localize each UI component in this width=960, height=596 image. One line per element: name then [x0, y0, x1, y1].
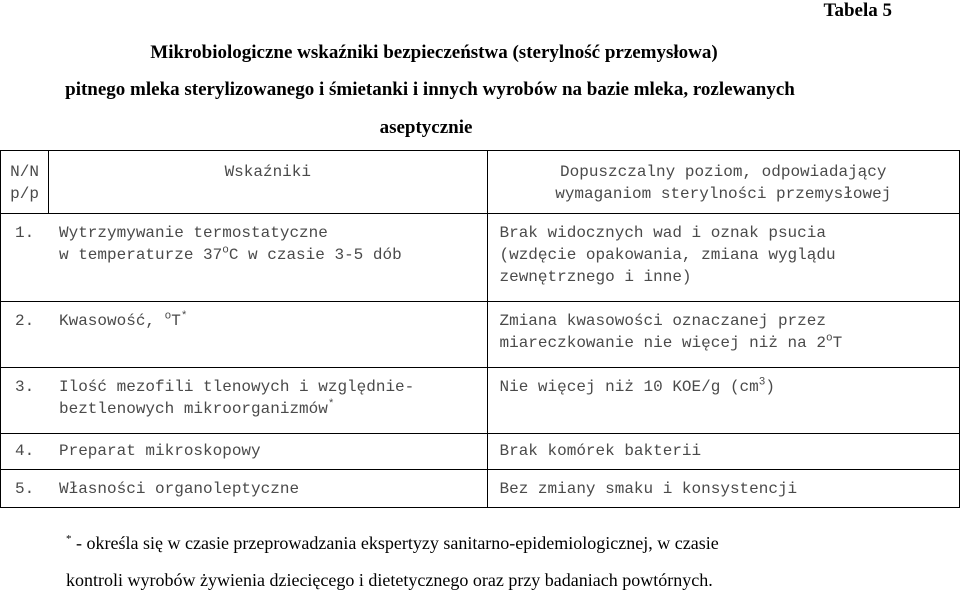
row-number: 2. [15, 312, 35, 330]
row-1-indicator-line-2: w temperaturze 37$^o$C w czasie 3-5 dób [59, 244, 402, 264]
row-1-requirement-cell [487, 214, 960, 302]
row-2-indicator: Kwasowość, $^o$T* [59, 310, 188, 330]
header-requirement-line-1: Dopuszczalny poziom, odpowiadający [560, 163, 887, 181]
row-3-requirement-cell [487, 368, 960, 434]
header-number-cell [1, 151, 49, 214]
header-number-line-2: p/p [10, 185, 39, 203]
row-3-indicator-cell [1, 368, 488, 434]
table-row [1, 302, 960, 368]
row-1-requirement-line-1: Brak widocznych wad i oznak psucia [499, 224, 826, 242]
footnote-line-1: * - określa się w czasie przeprowadzania ekspertyzy sanitarno-epidemiologicznej, w czasie [66, 533, 719, 553]
title-line-3: aseptycznie [379, 117, 473, 138]
row-1-requirement-line-3: zewnętrznego i inne) [499, 268, 692, 286]
header-requirement-line-2: wymaganiom sterylności przemysłowej [555, 185, 892, 203]
footnote-line-2: kontroli wyrobów żywienia dziecięcego i dietetycznego oraz przy badaniach powtórnych. [66, 570, 713, 590]
row-4-requirement: Brak komórek bakterii [499, 442, 702, 460]
table-label: Tabela 5 [823, 0, 892, 21]
table-row [1, 470, 960, 508]
row-1-indicator-line-1: Wytrzymywanie termostatyczne [59, 224, 328, 242]
row-4-requirement-cell [487, 434, 960, 470]
row-number: 1. [15, 224, 35, 242]
row-2-requirement-line-2: miareczkowanie nie więcej niż na 2$^o$T [499, 332, 843, 352]
row-number: 3. [15, 378, 35, 396]
title-line-2: pitnego mleka sterylizowanego i śmietanki i innych wyrobów na bazie mleka, rozlewanych [65, 79, 795, 100]
header-number-line-1: N/N [10, 163, 39, 181]
row-3-requirement: Nie więcej niż 10 KOE/g $(cm^3)$ [499, 376, 775, 396]
row-4-indicator: Preparat mikroskopowy [59, 442, 261, 460]
header-indicator-cell [49, 151, 487, 214]
table-row [1, 214, 960, 302]
header-indicator: Wskaźniki [224, 163, 311, 181]
row-1-indicator-cell [1, 214, 488, 302]
row-number: 5. [15, 480, 35, 498]
table-header-row [1, 151, 960, 214]
footnote-asterisk: * [66, 533, 72, 545]
row-4-indicator-cell [1, 434, 488, 470]
row-2-indicator-cell [1, 302, 488, 368]
row-3-indicator-line-1: Ilość mezofili tlenowych i względnie- [59, 378, 415, 396]
row-3-indicator-line-2: beztlenowych mikroorganizmów* [59, 398, 335, 418]
row-1-requirement-line-2: (wzdęcie opakowania, zmiana wyglądu [499, 246, 836, 264]
row-5-indicator: Własności organoleptyczne [59, 480, 300, 498]
header-requirement-cell [487, 151, 960, 214]
table-row [1, 368, 960, 434]
row-2-requirement-cell [487, 302, 960, 368]
title-line-1: Mikrobiologiczne wskaźniki bezpieczeństwa (sterylność przemysłowa) [150, 42, 718, 63]
table-row [1, 434, 960, 470]
row-number: 4. [15, 442, 35, 460]
row-5-requirement-cell [487, 470, 960, 508]
row-5-indicator-cell [1, 470, 488, 508]
requirements-table [0, 150, 960, 508]
row-5-requirement: Bez zmiany smaku i konsystencji [499, 480, 798, 498]
row-2-requirement-line-1: Zmiana kwasowości oznaczanej przez [499, 312, 826, 330]
